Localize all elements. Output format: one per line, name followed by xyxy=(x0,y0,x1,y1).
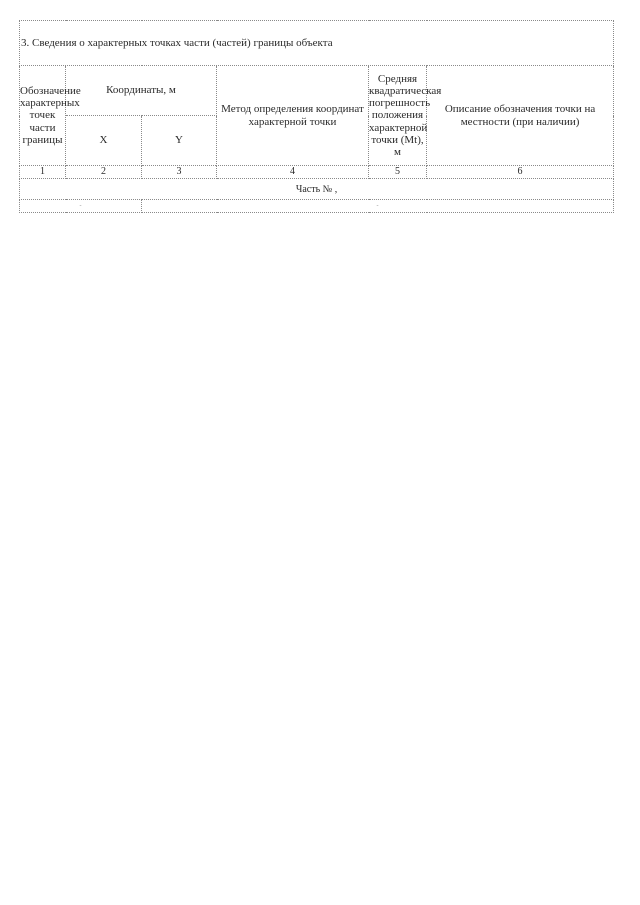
empty-cell: - xyxy=(142,200,614,213)
header-description: Описание обозначения точки на местности (при наличии) xyxy=(427,66,614,166)
header-coordinates: Координаты, м xyxy=(66,66,217,116)
header-method: Метод определения координат характерной точки xyxy=(217,66,369,166)
part-label: Часть № , xyxy=(20,179,614,200)
table-row xyxy=(20,200,614,213)
column-number: 6 xyxy=(427,166,614,179)
section-title: 3. Сведения о характерных точках части (частей) границы объекта xyxy=(20,21,614,66)
boundary-points-table xyxy=(19,20,614,213)
column-number: 5 xyxy=(369,166,427,179)
header-accuracy: Средняя квадратическая погрешность положения характерной точки (Mt), м xyxy=(369,66,427,166)
column-number: 2 xyxy=(66,166,142,179)
column-number: 4 xyxy=(217,166,369,179)
column-number: 1 xyxy=(20,166,66,179)
header-x: X xyxy=(66,116,142,166)
column-number-row xyxy=(20,166,614,179)
column-number: 3 xyxy=(142,166,217,179)
empty-cell: - xyxy=(20,200,142,213)
header-y: Y xyxy=(142,116,217,166)
header-point-designation: Обозначение характерных точек части границы xyxy=(20,66,66,166)
